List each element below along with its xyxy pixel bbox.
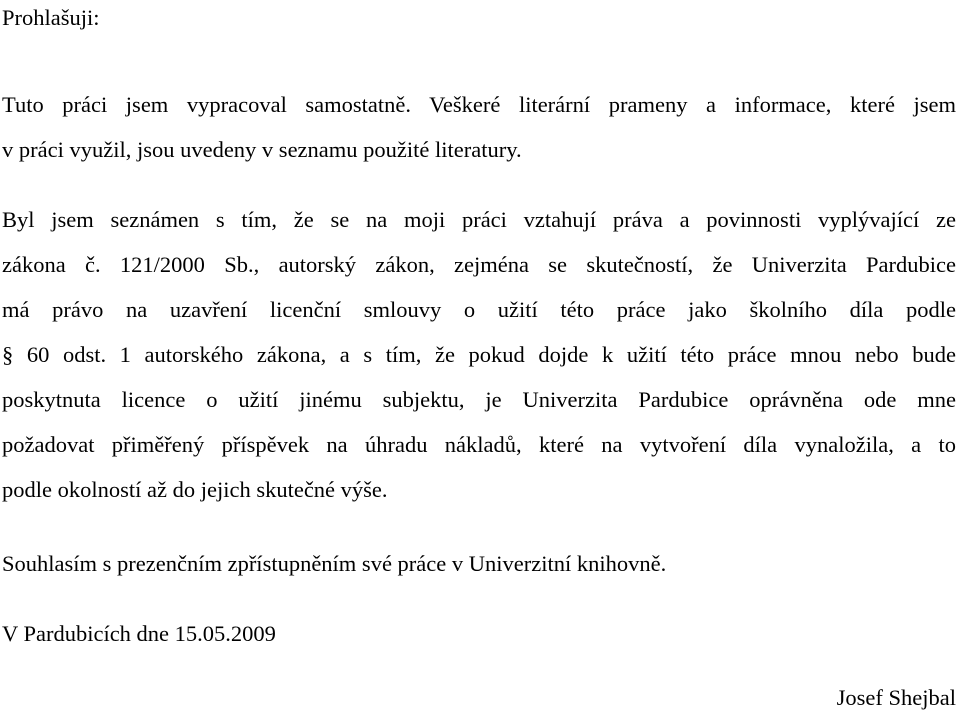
originality-paragraph [2, 82, 956, 172]
declaration-heading: Prohlašuji: [2, 5, 100, 30]
paragraph-line: Byl jsem seznámen s tím, že se na moji práci vztahují práva a povinnosti vyplývající ze [2, 207, 956, 232]
paragraph-line: Souhlasím s prezenčním zpřístupněním své práce v Univerzitní knihovně. [2, 551, 667, 576]
signature-name: Josef Shejbal [836, 685, 956, 710]
place-date: V Pardubicích dne 15.05.2009 [2, 621, 276, 646]
paragraph-line: zákona č. 121/2000 Sb., autorský zákon, zejména se skutečností, že Univerzita Pardubice [2, 252, 956, 277]
library-consent-paragraph [2, 541, 956, 586]
paragraph-line: § 60 odst. 1 autorského zákona, a s tím, že pokud dojde k užití této práce mnou nebo bude [2, 342, 956, 367]
paragraph-line: má právo na uzavření licenční smlouvy o užití této práce jako školního díla podle [2, 297, 956, 322]
paragraph-line: poskytnuta licence o užití jinému subjektu, je Univerzita Pardubice oprávněna ode mne [2, 387, 956, 412]
paragraph-line: požadovat přiměřený příspěvek na úhradu nákladů, které na vytvoření díla vynaložila, a to [2, 432, 956, 457]
paragraph-line: podle okolností až do jejich skutečné výše. [2, 477, 388, 502]
paragraph-line: Tuto práci jsem vypracoval samostatně. Veškeré literární prameny a informace, které jsem [2, 92, 956, 117]
paragraph-line: v práci využil, jsou uvedeny v seznamu použité literatury. [2, 137, 522, 162]
copyright-paragraph [2, 197, 956, 512]
place-date-line [2, 611, 956, 656]
